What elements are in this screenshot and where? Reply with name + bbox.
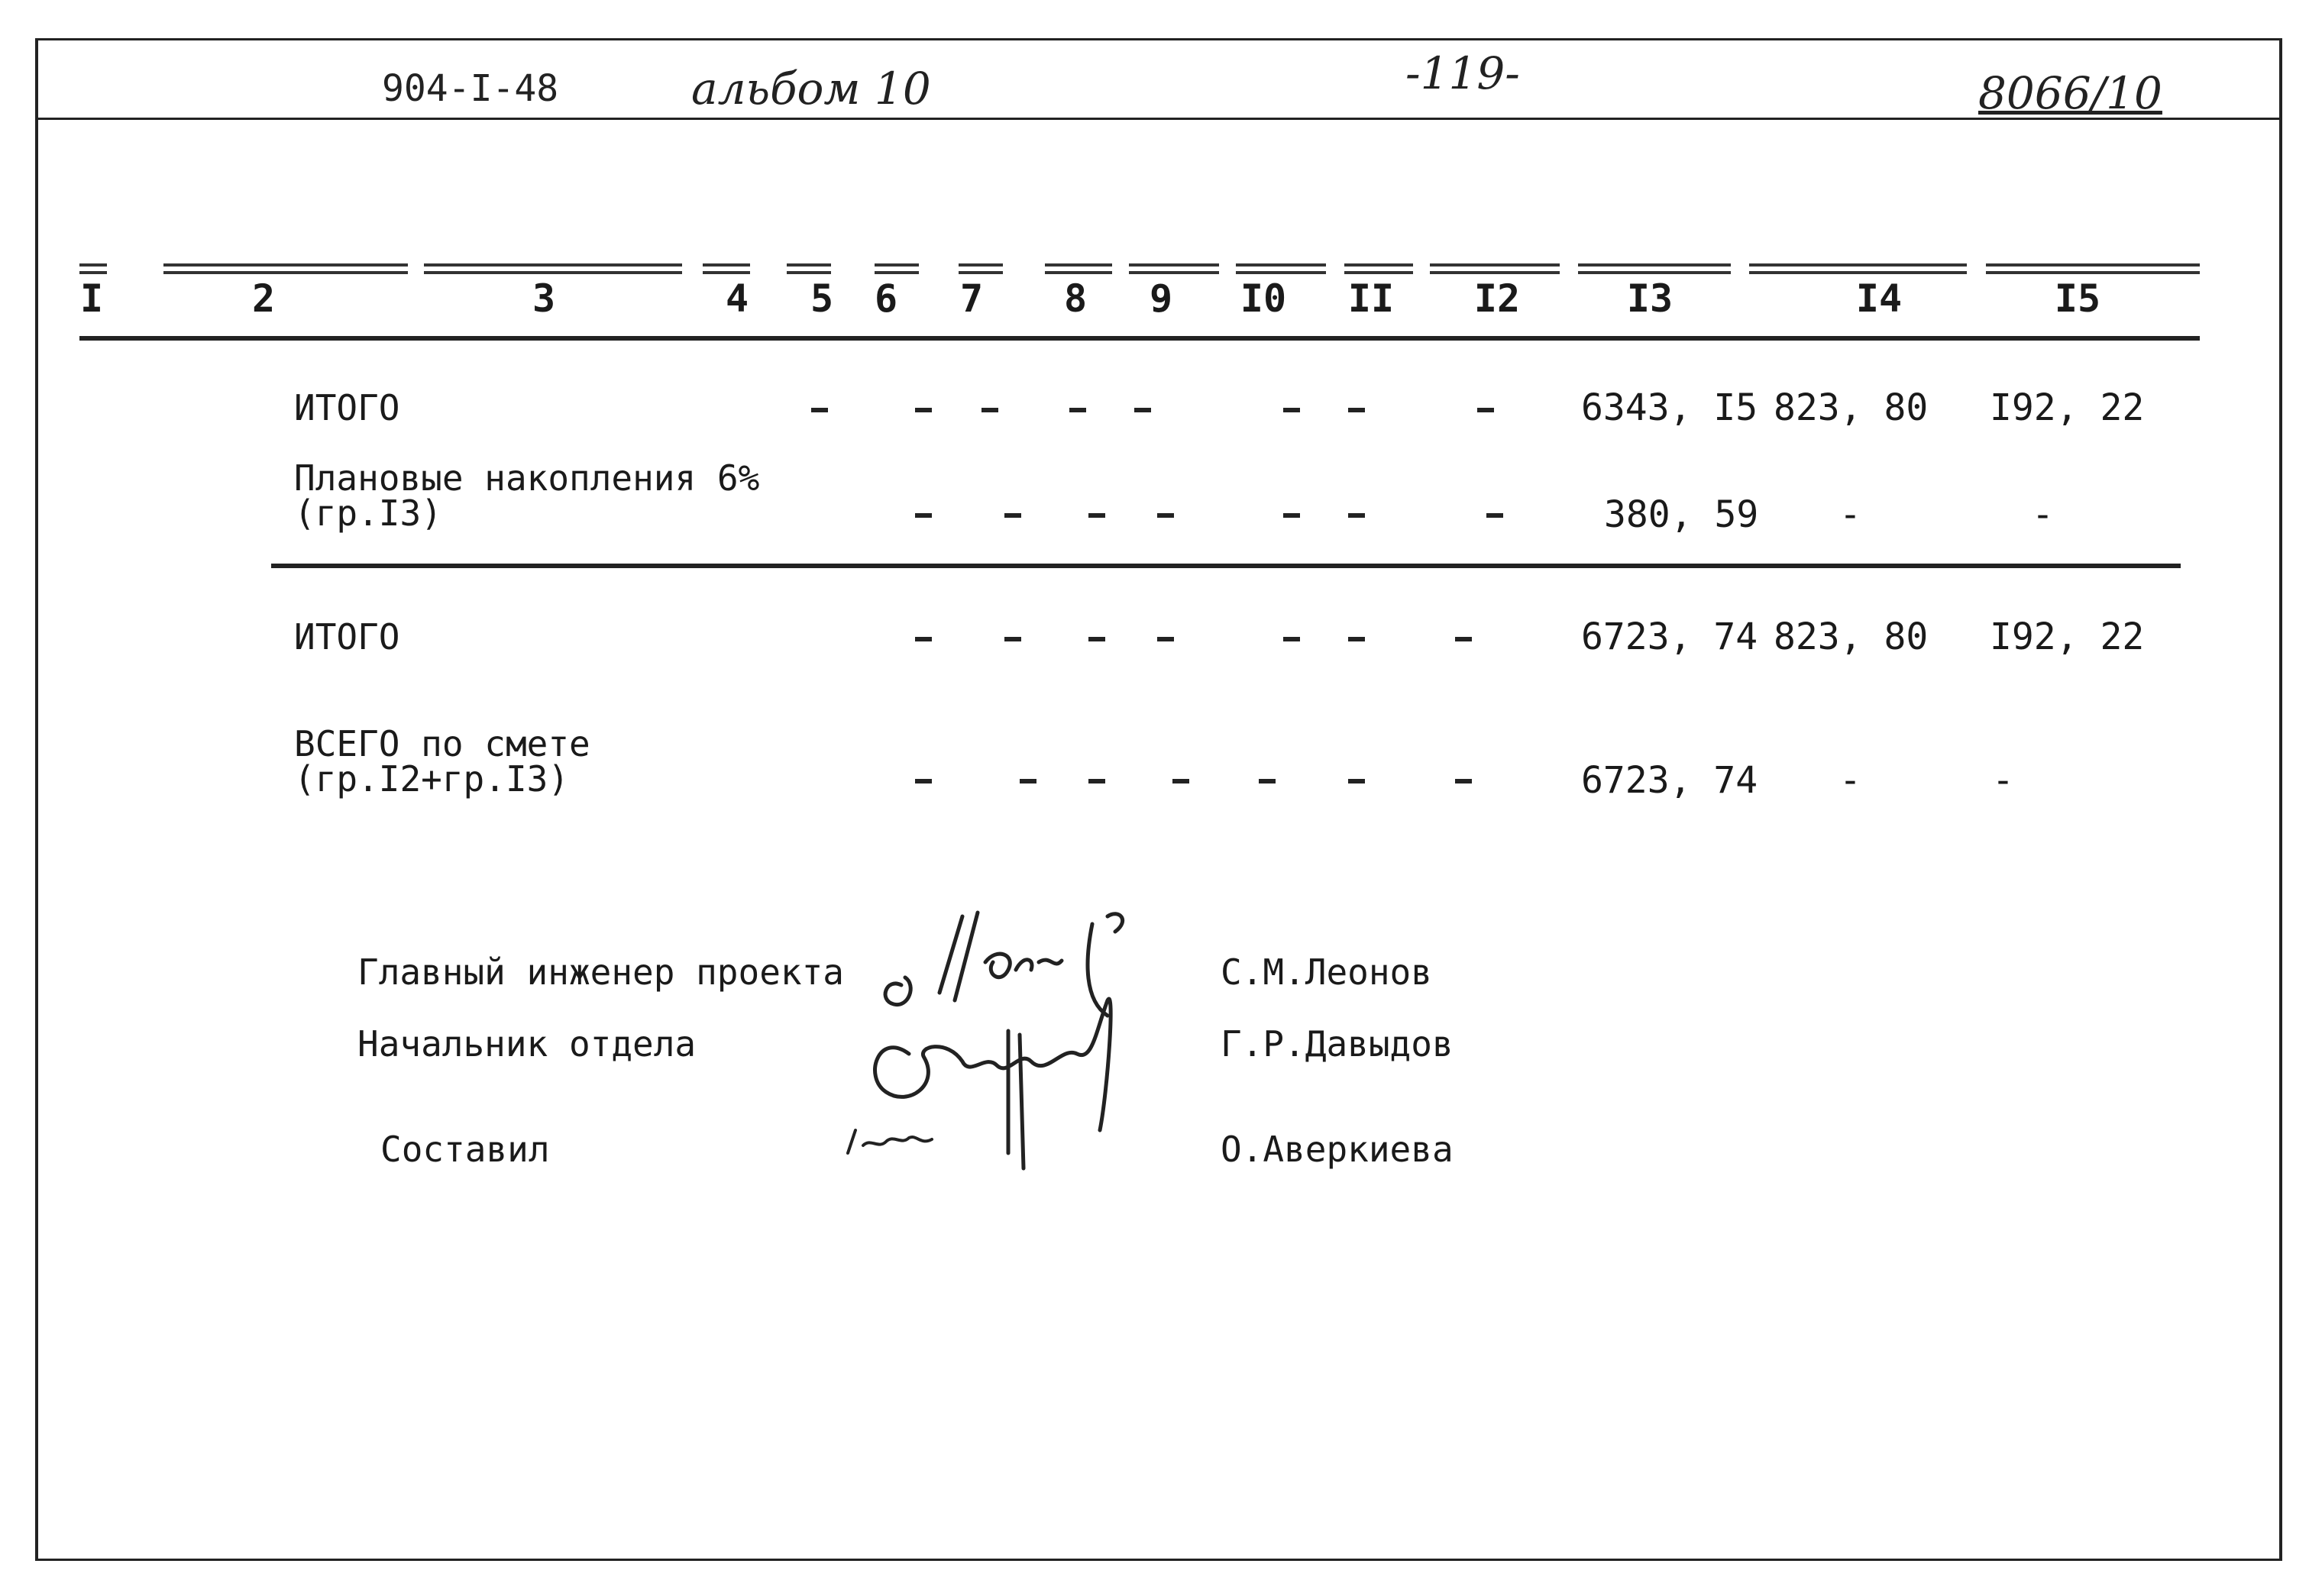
column-header: 8: [1063, 276, 1088, 321]
header-rule-segment: [1578, 263, 1731, 274]
cell-col13: 6723, 74: [1581, 759, 1758, 802]
header-rule-segment: [787, 263, 831, 274]
column-header: I2: [1473, 276, 1521, 321]
cell-col14: -: [1839, 493, 1861, 536]
empty-cell-dash: [915, 779, 932, 783]
empty-cell-dash: [1455, 637, 1472, 641]
empty-cell-dash: [915, 513, 932, 518]
signatory-name: Г.Р.Давыдов: [1221, 1023, 1454, 1065]
cell-col15: I92, 22: [1990, 615, 2145, 658]
empty-cell-dash: [1348, 637, 1365, 641]
cell-col13: 6723, 74: [1581, 615, 1758, 658]
reference-number: 8066/10: [1978, 67, 2162, 119]
cell-col14: 823, 80: [1774, 386, 1929, 429]
empty-cell-dash: [915, 637, 932, 641]
cell-col13: 6343, I5: [1581, 386, 1758, 429]
column-header-underline: [79, 336, 2200, 341]
cell-col13: 380, 59: [1604, 493, 1759, 536]
empty-cell-dash: [1088, 779, 1105, 783]
empty-cell-dash: [1157, 637, 1174, 641]
header-rule: [37, 118, 2281, 120]
row-label: ИТОГО: [294, 616, 400, 657]
column-header: I0: [1240, 276, 1287, 321]
column-header: 2: [251, 276, 276, 321]
empty-cell-dash: [1134, 408, 1151, 412]
cell-col15: -: [1992, 759, 2014, 802]
empty-cell-dash: [1348, 513, 1365, 518]
row-label: ВСЕГО по смете: [294, 723, 590, 764]
empty-cell-dash: [1259, 779, 1276, 783]
cell-col14: -: [1839, 759, 1861, 802]
empty-cell-dash: [1486, 513, 1503, 518]
header-rule-segment: [163, 263, 408, 274]
empty-cell-dash: [1172, 779, 1189, 783]
row-label-continued: (гр.I3): [294, 493, 442, 534]
cell-col15: -: [2032, 493, 2054, 536]
header-rule-segment: [1986, 263, 2200, 274]
empty-cell-dash: [1283, 513, 1300, 518]
header-rule-segment: [1129, 263, 1219, 274]
header-rule-segment: [1045, 263, 1112, 274]
empty-cell-dash: [981, 408, 998, 412]
column-header: 6: [874, 276, 898, 321]
header-rule-segment: [424, 263, 682, 274]
column-header: 7: [959, 276, 984, 321]
document-code: 904-I-48: [382, 67, 559, 110]
column-header: I3: [1626, 276, 1674, 321]
cell-col14: 823, 80: [1774, 615, 1929, 658]
empty-cell-dash: [1004, 513, 1021, 518]
empty-cell-dash: [1020, 779, 1036, 783]
empty-cell-dash: [1088, 513, 1105, 518]
column-header: 5: [810, 276, 834, 321]
empty-cell-dash: [915, 408, 932, 412]
column-header: 9: [1149, 276, 1173, 321]
header-rule-segment: [1344, 263, 1413, 274]
header-rule-segment: [1749, 263, 1967, 274]
header-rule-segment: [875, 263, 919, 274]
page-number: -119-: [1405, 47, 1520, 99]
column-header: I5: [2054, 276, 2101, 321]
handwritten-signature: [833, 901, 1199, 1191]
signatory-role: Главный инженер проекта: [357, 951, 844, 993]
empty-cell-dash: [1004, 637, 1021, 641]
signatory-role: Составил: [380, 1129, 550, 1170]
empty-cell-dash: [811, 408, 828, 412]
empty-cell-dash: [1283, 408, 1300, 412]
empty-cell-dash: [1283, 637, 1300, 641]
header-rule-segment: [79, 263, 107, 274]
column-header: 3: [532, 276, 556, 321]
empty-cell-dash: [1157, 513, 1174, 518]
subtotal-rule: [271, 564, 2181, 568]
signatory-name: С.М.Леонов: [1221, 951, 1432, 993]
column-header: I: [79, 276, 104, 321]
empty-cell-dash: [1348, 408, 1365, 412]
signatory-role: Начальник отдела: [357, 1023, 697, 1065]
empty-cell-dash: [1088, 637, 1105, 641]
header-rule-segment: [1236, 263, 1326, 274]
header-rule-segment: [959, 263, 1003, 274]
empty-cell-dash: [1348, 779, 1365, 783]
album-number: альбом 10: [691, 63, 931, 115]
header-rule-segment: [1430, 263, 1560, 274]
empty-cell-dash: [1069, 408, 1086, 412]
signatory-name: О.Аверкиева: [1221, 1129, 1454, 1170]
column-header: II: [1347, 276, 1395, 321]
empty-cell-dash: [1455, 779, 1472, 783]
row-label: ИТОГО: [294, 387, 400, 428]
header-rule-segment: [703, 263, 750, 274]
column-header: I4: [1855, 276, 1903, 321]
cell-col15: I92, 22: [1990, 386, 2145, 429]
empty-cell-dash: [1477, 408, 1494, 412]
row-label-continued: (гр.I2+гр.I3): [294, 758, 570, 800]
row-label: Плановые накопления 6%: [294, 457, 760, 499]
column-header: 4: [725, 276, 749, 321]
